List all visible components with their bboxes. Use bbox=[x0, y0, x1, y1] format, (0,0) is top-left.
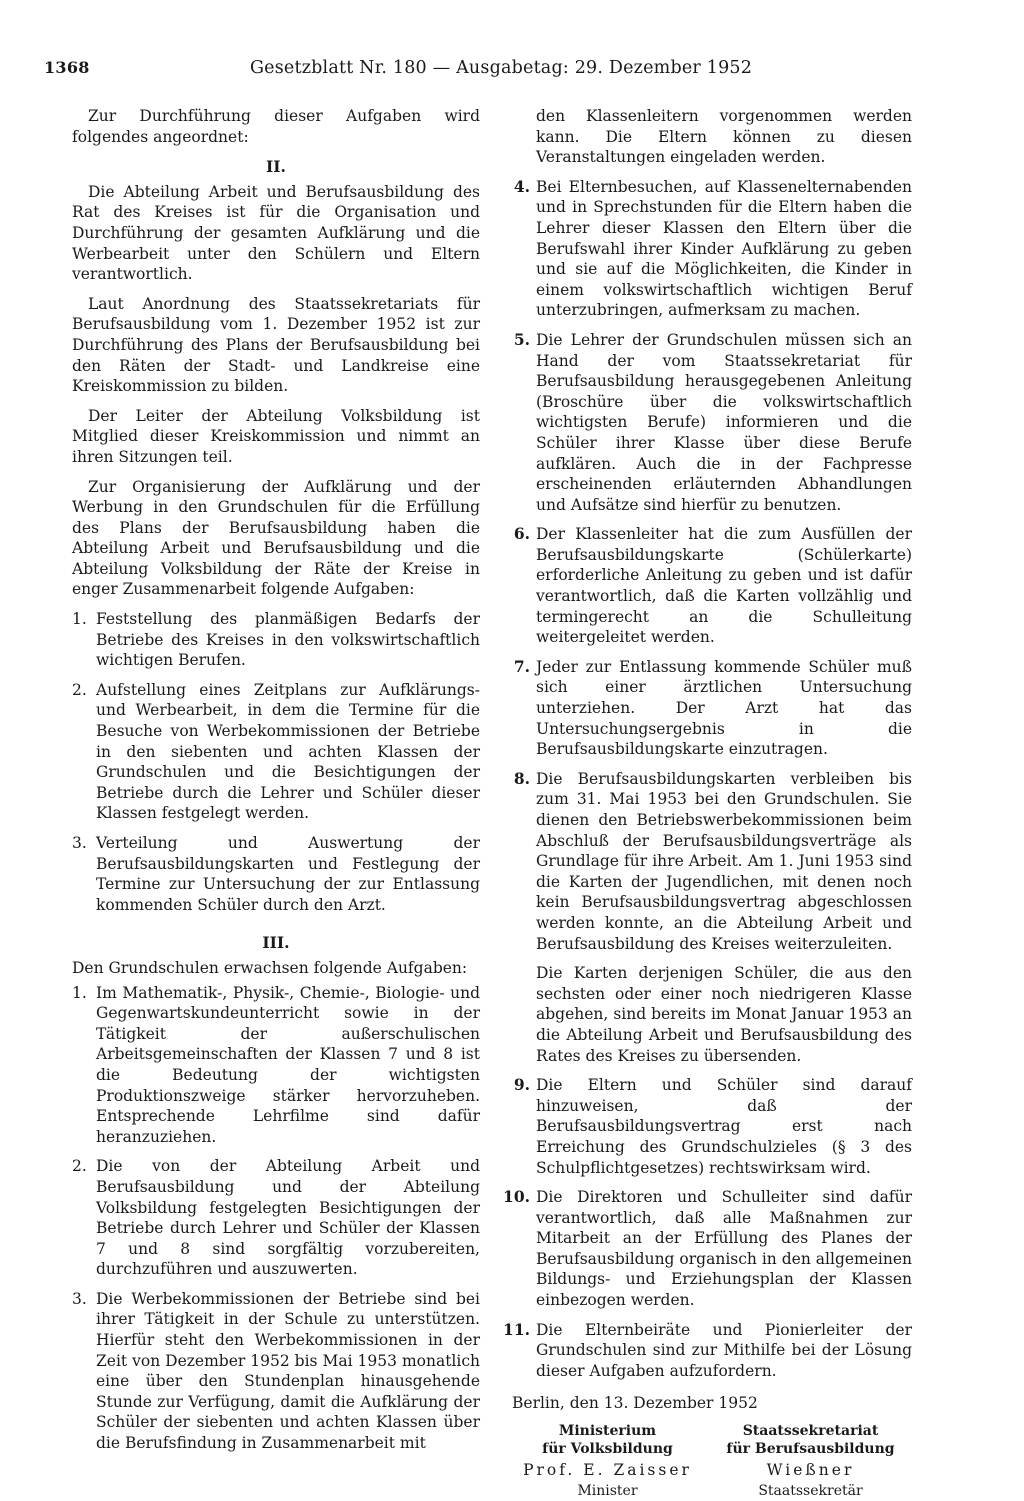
list-item bbox=[72, 680, 480, 824]
list-item-number: 8. bbox=[513, 768, 530, 788]
left-column bbox=[72, 106, 480, 1454]
list-item-number: 2. bbox=[72, 680, 87, 699]
list-item-text: Die Direktoren und Schulleiter sind dafür verantwortlich, daß alle Maßnahmen zur Mitarbeit an der Erfüllung des Planes der Berufsausbildung organisch in den allgemeinen Bildungs- und Erziehungsplan der Klassen einbezogen werden. bbox=[536, 1188, 912, 1310]
list-item-number: 3. bbox=[72, 1289, 87, 1308]
list-item-number: 4. bbox=[513, 176, 530, 196]
list-item bbox=[500, 1187, 912, 1311]
list-item-number: 7. bbox=[513, 656, 530, 676]
intro-paragraph: Zur Durchführung dieser Aufgaben wird folgendes angeordnet: bbox=[72, 107, 480, 146]
section-intro: Den Grundschulen erwachsen folgende Aufgaben: bbox=[72, 958, 468, 977]
page-number: 1368 bbox=[44, 58, 90, 77]
list-item-number: 2. bbox=[72, 1157, 87, 1176]
list-item-number: 6. bbox=[513, 524, 530, 544]
list-item-text: Die Lehrer der Grundschulen müssen sich an Hand der vom Staatssekretariat für Berufsausbildung herausgegebenen Anleitung (Broschüre über die volkswirtschaftlich wichtigsten Berufe) informieren und die Schüler ihrer Klasse über diese Berufe aufklären. Auch die in der Fachpresse erscheinenden erläuternden Abhandlungen und Aufsätze sind hierfür zu benutzen. bbox=[536, 330, 912, 514]
signatory-name: Wießner bbox=[766, 1461, 855, 1480]
list-item bbox=[500, 769, 912, 954]
list-item-number: 3. bbox=[72, 834, 87, 852]
list-item-number: 11. bbox=[503, 1319, 530, 1339]
signatory-role: Minister bbox=[577, 1482, 638, 1499]
list-item-text: Die Berufsausbildungskarten verbleiben bis zum 31. Mai 1953 bei den Grundschulen. Sie dienen den Betriebswerbekommissionen beim Abschluß der Berufsausbildungsverträge als Grundlage für ihre Arbeit. Am 1. Juni 1953 sind die Karten der Jugendlichen, mit denen noch kein Berufsausbildungsvertrag abgeschlossen werden konnte, an die Abteilung Arbeit und Berufsausbildung des Kreises weiterzuleiten. bbox=[536, 769, 912, 953]
signatory-role: Staatssekretär bbox=[758, 1482, 863, 1499]
list-item bbox=[72, 983, 480, 1148]
list-item bbox=[72, 609, 480, 671]
list-item-text: Bei Elternbesuchen, auf Klassenelternabenden und in Sprechstunden für die Eltern haben die Lehrer dieser Klassen den Eltern über die Berufswahl ihrer Kinder Aufklärung zu geben und sie auf die Möglichkeiten, die Kinder in einem volkswirtschaftlich wichtigen Beruf unterzubringen, aufmerksam zu machen. bbox=[536, 177, 912, 320]
right-column bbox=[500, 106, 912, 1501]
paragraph: Zur Organisierung der Aufklärung und der Werbung in den Grundschulen für die Erfüllung des Plans der Berufsausbildung haben die Abteilung Arbeit und Berufsausbildung und die Abteilung Volksbildung der Räte der Kreise in enger Zusammenarbeit folgende Aufgaben: bbox=[72, 477, 480, 599]
signature-left bbox=[506, 1422, 709, 1501]
section-heading-iii: III. bbox=[262, 933, 290, 953]
list-item bbox=[500, 1320, 912, 1382]
section-heading-ii: II. bbox=[266, 157, 286, 177]
list-item bbox=[500, 177, 912, 321]
list-item bbox=[72, 1289, 480, 1454]
list-item bbox=[500, 330, 912, 515]
list-item bbox=[500, 524, 912, 648]
list-item-text: Jeder zur Entlassung kommende Schüler muß sich einer ärztlichen Untersuchung unterziehen. Der Arzt hat das Untersuchungsergebnis in die Berufsausbildungskarte einzutragen. bbox=[536, 657, 912, 759]
list-item-text: Feststellung des planmäßigen Bedarfs der Betriebe des Kreises in den volkswirtschaftlich wichtigen Berufen. bbox=[96, 610, 480, 670]
list-item bbox=[500, 1075, 912, 1178]
paragraph: Laut Anordnung des Staatssekretariats für Berufsausbildung vom 1. Dezember 1952 ist zur Durchführung des Plans der Berufsausbildung bei den Räten der Stadt- und Landkreise eine Kreiskommission zu bilden. bbox=[72, 294, 480, 396]
list-item-text: Die Werbekommissionen der Betriebe sind bei ihrer Tätigkeit in der Schule zu unterstützen. Hierfür steht den Werbekommissionen in der Zeit von Dezember 1952 bis Mai 1953 monatlich eine über den Stundenplan hinausgehende Stunde zur Verfügung, damit die Aufklärung der Schüler der siebenten und achten Klassen über die Berufsfindung in Zusammenarbeit mit bbox=[96, 1289, 480, 1453]
list-item-text: Aufstellung eines Zeitplans zur Aufklärungs- und Werbearbeit, in dem die Termine für die Besuche von Werbekommissionen der Betriebe in den siebenten und achten Klassen der Grundschulen und die Besichtigungen der Betriebe durch die Lehrer und Schüler dieser Klassen festgelegt werden. bbox=[96, 680, 480, 823]
list-item-number: 1. bbox=[72, 610, 87, 629]
list-item bbox=[500, 657, 912, 760]
list-item-number: 9. bbox=[513, 1075, 530, 1095]
list-item-number: 5. bbox=[513, 329, 530, 349]
signature-date: Berlin, den 13. Dezember 1952 bbox=[512, 1394, 758, 1413]
running-title: Gesetzblatt Nr. 180 — Ausgabetag: 29. Dezember 1952 bbox=[250, 58, 753, 78]
list-item-text: Verteilung und Auswertung der Berufsausbildungskarten und Festlegung der Termine zur Untersuchung der zur Entlassung kommenden Schüler durch den Arzt. bbox=[96, 834, 480, 914]
signatory-org-line: für Volksbildung bbox=[542, 1441, 673, 1458]
list-item-text: Die Elternbeiräte und Pionierleiter der Grundschulen sind zur Mithilfe bei der Lösung dieser Aufgaben aufzufordern. bbox=[536, 1320, 912, 1380]
list-item-number: 10. bbox=[503, 1187, 530, 1207]
signature-right bbox=[709, 1422, 912, 1501]
list-item-text: Die Eltern und Schüler sind darauf hinzuweisen, daß der Berufsausbildungsvertrag erst nach Erreichung des Grundschulzieles (§ 3 des Schulpflichtgesetzes) rechtswirksam wird. bbox=[536, 1076, 912, 1177]
paragraph: Der Leiter der Abteilung Volksbildung ist Mitglied dieser Kreiskommission und nimmt an ihren Sitzungen teil. bbox=[72, 406, 480, 466]
list-item-text: Im Mathematik-, Physik-, Chemie-, Biologie- und Gegenwartskundeunterricht sowie in der Tätigkeit der außerschulischen Arbeitsgemeinschaften der Klassen 7 und 8 ist die Bedeutung der wichtigsten Produktionszweige stärker hervorzuheben. Entsprechende Lehrfilme sind dafür heranzuziehen. bbox=[96, 983, 480, 1146]
continued-paragraph: den Klassenleitern vorgenommen werden kann. Die Eltern können zu diesen Veranstaltungen eingeladen werden. bbox=[536, 107, 912, 167]
signature-block bbox=[506, 1422, 912, 1501]
signatory-org-line: Staatssekretariat bbox=[742, 1423, 879, 1440]
signatory-org-line: für Berufsausbildung bbox=[726, 1441, 895, 1458]
list-item-text: Die von der Abteilung Arbeit und Berufsausbildung und der Abteilung Volksbildung festgelegten Besichtigungen der Betriebe durch Lehrer und Schüler der Klassen 7 und 8 sind sorgfältig vorzubereiten, durchzuführen und auszuwerten. bbox=[96, 1157, 480, 1279]
list-item-number: 1. bbox=[72, 983, 87, 1002]
signatory-org-line: Ministerium bbox=[558, 1423, 657, 1440]
list-item bbox=[72, 1156, 480, 1280]
list-item-subparagraph: Die Karten derjenigen Schüler, die aus den sechsten oder einer noch niedrigeren Klasse abgehen, sind bereits im Monat Januar 1953 an die Abteilung Arbeit und Berufsausbildung des Rates des Kreises zu übersenden. bbox=[536, 964, 912, 1065]
signatory-name: Prof. E. Zaisser bbox=[523, 1461, 692, 1480]
list-item bbox=[72, 833, 480, 915]
paragraph: Die Abteilung Arbeit und Berufsausbildung des Rat des Kreises ist für die Organisation und Durchführung der gesamten Aufklärung und die Werbearbeit unter den Schülern und Eltern verantwortlich. bbox=[72, 182, 480, 284]
list-item-text: Der Klassenleiter hat die zum Ausfüllen der Berufsausbildungskarte (Schülerkarte) erforderliche Anleitung zu geben und ist dafür verantwortlich, daß die Karten vollzählig und termingerecht an die Schulleitung weitergeleitet werden. bbox=[536, 525, 912, 647]
